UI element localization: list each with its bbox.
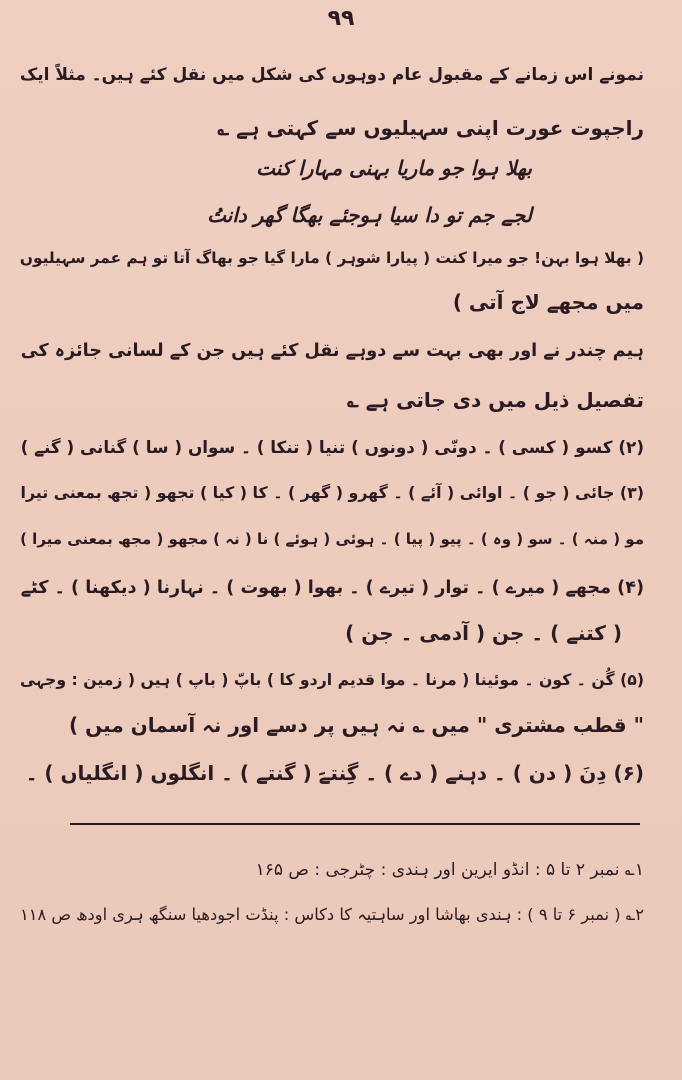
- text-line-10: (۴) مجھے ( میرے ) ۔ توار ( تیرے ) ۔ بھوا ( بھوت ) ۔ نہارنا ( دیکھنا ) ۔ کٹے: [20, 578, 644, 598]
- page-number: ۹۹: [327, 6, 355, 31]
- text-line-7: (۲) کسو ( کسی ) ۔ دونّی ( دونوں ) تنیا ( تنکا ) ۔ سواں ( سا ) گنانی ( گنے ): [20, 437, 644, 457]
- verse-line-2: لجے جم تو دا سیا ہوجئے بھگا گھر دانتُ: [207, 203, 532, 227]
- text-line-14: (۶) دِنَ ( دن ) ۔ دہنے ( دے ) ۔ گِنتےَ ( گنتے ) ۔ انگلوں ( انگلیاں ) ۔: [25, 761, 644, 785]
- footnote-2: ۲؎ ( نمبر ۶ تا ۹ ) : ہندی بھاشا اور ساہتیہ کا دکاس : پنڈت اجودھیا سنگھ ہری اودھ ص ۱۱۸: [19, 905, 644, 924]
- text-line-6: تفصیل ذیل میں دی جاتی ہے ؎: [347, 388, 644, 412]
- text-line-4: میں مجھے لاج آتی ): [452, 290, 644, 314]
- footnote-divider: [70, 823, 640, 825]
- text-line-8: (۳) جائی ( جو ) ۔ اوائی ( آئے ) ۔ گھرو ( گھر ) ۔ کا ( کیا ) تجھو ( تجھ بمعنی تیرا: [20, 483, 644, 502]
- text-line-3: ( بھلا ہوا بہن! جو میرا کنت ( پیارا شوہر ) مارا گیا جو بھاگ آتا تو ہم عمر سہیلیوں: [19, 249, 644, 267]
- text-line-2: راجپوت عورت اپنی سہیلیوں سے کہتی ہے ؎: [217, 116, 644, 140]
- text-line-13: " قطب مشتری " میں ؎ نہ ہیں پر دسے اور نہ آسمان میں ): [69, 713, 644, 737]
- text-line-9: مو ( منہ ) ۔ سو ( وہ ) ۔ پیو ( پیا ) ۔ ہوئی ( ہوئے ) نا ( نہ ) مجھو ( مجھ بمعنی میرا ): [20, 530, 644, 548]
- text-line-12: (۵) گُن ۔ کون ۔ موئینا ( مرنا ۔ موا قدیم اردو کا ) باپّ ( باپ ) ہیں ( زمین : وجہی: [19, 670, 644, 689]
- text-line-11: ( کتنے ) ۔ جن ( آدمی ۔ جن ): [345, 621, 622, 645]
- text-line-1: نمونے اس زمانے کے مقبول عام دوہوں کی شکل میں نقل کئے ہیں۔ مثلاً ایک: [19, 65, 644, 85]
- text-line-5: ہیم چندر نے اور بھی بہت سے دوہے نقل کئے ہیں جن کے لسانی جائزہ کی: [20, 341, 644, 361]
- verse-line-1: بھلا ہوا جو ماریا بہنی مہارا کنت: [256, 156, 532, 180]
- footnote-1: ۱؎ نمبر ۲ تا ۵ : انڈو ایرین اور ہندی : چٹرجی : ص ۱۶۵: [255, 860, 644, 880]
